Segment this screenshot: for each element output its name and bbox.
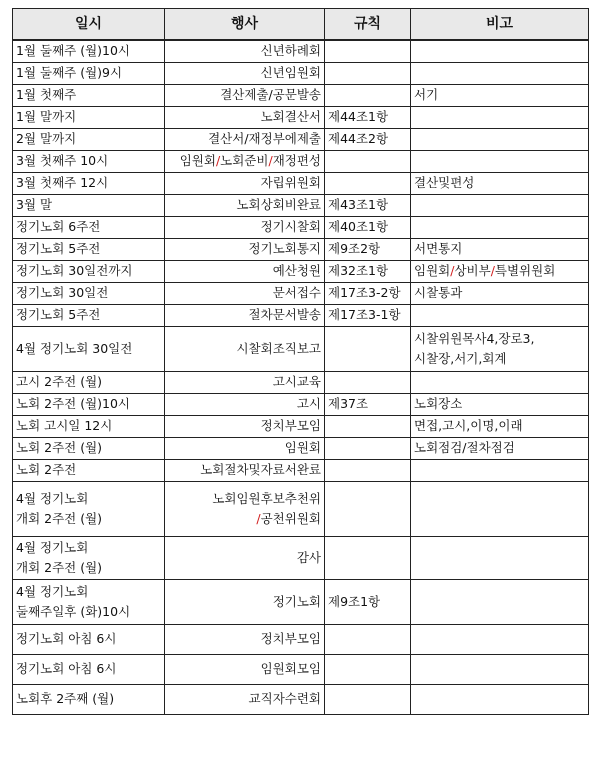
rule-cell: 제32조1항 xyxy=(325,260,411,282)
header-date: 일시 xyxy=(13,9,165,41)
event-line xyxy=(168,509,321,529)
note-text: 결산및편성 xyxy=(414,175,475,190)
note-line xyxy=(414,394,585,414)
date-cell xyxy=(13,238,165,260)
event-line xyxy=(168,85,321,105)
note-line xyxy=(414,438,585,458)
note-cell xyxy=(411,393,589,415)
event-cell xyxy=(165,62,325,84)
note-cell xyxy=(411,415,589,437)
event-text: 노회상회비완료 xyxy=(236,197,321,212)
date-cell xyxy=(13,326,165,371)
event-line xyxy=(168,372,321,392)
event-cell xyxy=(165,326,325,371)
event-text: 정기노회 xyxy=(272,593,321,609)
event-line xyxy=(168,195,321,215)
date-line: 4월 정기노회 xyxy=(16,490,89,506)
event-text: 신년하례회 xyxy=(260,43,321,59)
event-line xyxy=(168,173,321,193)
event-line xyxy=(168,394,321,414)
event-text: / xyxy=(268,153,273,168)
table-row xyxy=(13,579,589,624)
event-line xyxy=(168,592,321,612)
event-cell xyxy=(165,194,325,216)
date-line: 정기노회 30일전 xyxy=(16,285,109,300)
rule-cell xyxy=(325,150,411,172)
rule-cell: 제44조1항 xyxy=(325,106,411,128)
event-line xyxy=(168,438,321,458)
date-cell xyxy=(13,481,165,536)
note-cell xyxy=(411,84,589,106)
rule-cell xyxy=(325,437,411,459)
note-cell xyxy=(411,150,589,172)
date-line: 1월 둘째주 (월)9시 xyxy=(16,65,123,80)
date-line: 정기노회 5주전 xyxy=(16,241,101,256)
event-text: 정기노회통지 xyxy=(248,241,321,256)
note-text: 시찰위원목사4,장로3, xyxy=(414,330,535,346)
table-body xyxy=(13,40,589,714)
date-line: 4월 정기노회 xyxy=(16,583,89,599)
event-cell xyxy=(165,579,325,624)
note-line xyxy=(414,261,585,281)
event-cell xyxy=(165,172,325,194)
event-cell xyxy=(165,238,325,260)
date-line: 정기노회 아침 6시 xyxy=(16,661,117,676)
date-line: 3월 말 xyxy=(16,197,53,212)
table-row xyxy=(13,150,589,172)
note-text: 면접,고시,이명,이래 xyxy=(414,418,523,433)
event-text: 절차문서발송 xyxy=(248,307,321,322)
date-cell xyxy=(13,62,165,84)
date-cell xyxy=(13,128,165,150)
note-line xyxy=(414,349,585,369)
date-line: 3월 첫째주 10시 xyxy=(16,153,109,168)
note-text: 노회장소 xyxy=(414,396,463,411)
event-text: 결산제출/공문발송 xyxy=(220,87,321,102)
note-text: 특별위원회 xyxy=(494,263,556,278)
note-text: 임원회 xyxy=(414,263,451,278)
date-line: 1월 첫째주 xyxy=(16,87,77,102)
event-text: 결산서/재정부에제출 xyxy=(208,131,321,146)
date-cell xyxy=(13,40,165,62)
note-cell xyxy=(411,304,589,326)
event-cell xyxy=(165,393,325,415)
date-cell xyxy=(13,459,165,481)
date-cell xyxy=(13,624,165,654)
table-row xyxy=(13,40,589,62)
table-row xyxy=(13,393,589,415)
table-row xyxy=(13,654,589,684)
rule-cell: 제44조2항 xyxy=(325,128,411,150)
event-text: 시찰회조직보고 xyxy=(236,340,321,356)
rule-cell xyxy=(325,415,411,437)
note-line xyxy=(414,239,585,259)
date-line: 노회 2주전 xyxy=(16,462,77,477)
date-cell xyxy=(13,216,165,238)
note-cell xyxy=(411,481,589,536)
event-line xyxy=(168,217,321,237)
table-row xyxy=(13,684,589,714)
event-text: 정치부모임 xyxy=(260,631,321,646)
event-line xyxy=(168,261,321,281)
event-line xyxy=(168,689,321,709)
event-cell xyxy=(165,437,325,459)
table-row xyxy=(13,62,589,84)
note-cell xyxy=(411,326,589,371)
event-cell xyxy=(165,654,325,684)
event-cell xyxy=(165,40,325,62)
rule-cell: 제40조1항 xyxy=(325,216,411,238)
rule-cell: 제43조1항 xyxy=(325,194,411,216)
note-cell xyxy=(411,260,589,282)
note-cell xyxy=(411,371,589,393)
rule-cell xyxy=(325,481,411,536)
rule-cell xyxy=(325,624,411,654)
rule-cell: 제37조 xyxy=(325,393,411,415)
note-cell xyxy=(411,40,589,62)
table-row xyxy=(13,172,589,194)
table-row xyxy=(13,536,589,579)
event-text: 노회절차및자료서완료 xyxy=(200,462,321,477)
date-line: 개회 2주전 (월) xyxy=(16,559,103,575)
note-cell xyxy=(411,536,589,579)
note-line xyxy=(414,85,585,105)
event-text: 교직자수련회 xyxy=(248,691,321,706)
rule-cell: 제9조1항 xyxy=(325,579,411,624)
rule-cell: 제17조3-1항 xyxy=(325,304,411,326)
event-text: 감사 xyxy=(296,549,321,565)
note-cell xyxy=(411,684,589,714)
event-line xyxy=(168,107,321,127)
rule-cell xyxy=(325,536,411,579)
note-cell xyxy=(411,62,589,84)
event-text: 예산청원 xyxy=(272,263,321,278)
note-text: 서기 xyxy=(414,87,439,102)
rule-cell xyxy=(325,654,411,684)
event-text: 고시교육 xyxy=(272,374,321,389)
event-text: 임원회 xyxy=(284,440,321,455)
event-text: 문서접수 xyxy=(272,285,321,300)
note-cell xyxy=(411,238,589,260)
table-row xyxy=(13,260,589,282)
event-text: 임원회모임 xyxy=(260,661,321,676)
table-header xyxy=(13,9,589,41)
date-cell xyxy=(13,172,165,194)
event-cell xyxy=(165,282,325,304)
date-cell xyxy=(13,654,165,684)
date-cell xyxy=(13,415,165,437)
note-cell xyxy=(411,437,589,459)
note-text: / xyxy=(490,263,495,278)
note-text: 시찰통과 xyxy=(414,285,463,300)
event-cell xyxy=(165,536,325,579)
note-cell xyxy=(411,128,589,150)
date-line: 정기노회 30일전까지 xyxy=(16,263,133,278)
event-text: 재정편성 xyxy=(272,153,321,168)
note-line xyxy=(414,283,585,303)
date-cell xyxy=(13,304,165,326)
event-text: 자립위원회 xyxy=(260,175,321,190)
event-line xyxy=(168,460,321,480)
date-line: 3월 첫째주 12시 xyxy=(16,175,109,190)
event-line xyxy=(168,489,321,509)
date-line: 4월 정기노회 xyxy=(16,539,89,555)
event-cell xyxy=(165,624,325,654)
table-row xyxy=(13,304,589,326)
event-line xyxy=(168,629,321,649)
event-text: 노회임원후보추천위 xyxy=(212,490,321,506)
header-note: 비고 xyxy=(411,9,589,41)
event-line xyxy=(168,305,321,325)
date-line: 정기노회 5주전 xyxy=(16,307,101,322)
date-cell xyxy=(13,260,165,282)
event-cell xyxy=(165,684,325,714)
event-line xyxy=(168,41,321,61)
date-cell xyxy=(13,194,165,216)
rule-cell xyxy=(325,326,411,371)
rule-cell xyxy=(325,84,411,106)
header-row xyxy=(13,9,589,41)
event-cell xyxy=(165,260,325,282)
date-line: 노회 2주전 (월) xyxy=(16,440,103,455)
schedule-table xyxy=(12,8,589,715)
date-line: 노회후 2주째 (월) xyxy=(16,691,115,706)
event-text: 임원회 xyxy=(179,153,216,168)
table-row xyxy=(13,216,589,238)
event-line xyxy=(168,283,321,303)
date-line: 개회 2주전 (월) xyxy=(16,510,103,526)
note-text: 시찰장,서기,회계 xyxy=(414,350,507,366)
table-row xyxy=(13,128,589,150)
rule-cell xyxy=(325,371,411,393)
event-text: 고시 xyxy=(296,396,321,411)
event-text: / xyxy=(256,510,261,526)
table-row xyxy=(13,481,589,536)
table-row xyxy=(13,106,589,128)
event-cell xyxy=(165,84,325,106)
note-cell xyxy=(411,216,589,238)
note-line xyxy=(414,416,585,436)
date-line: 정기노회 6주전 xyxy=(16,219,101,234)
date-line: 고시 2주전 (월) xyxy=(16,374,103,389)
event-cell xyxy=(165,128,325,150)
rule-cell xyxy=(325,62,411,84)
event-cell xyxy=(165,371,325,393)
rule-cell: 제9조2항 xyxy=(325,238,411,260)
date-cell xyxy=(13,684,165,714)
date-line: 정기노회 아침 6시 xyxy=(16,631,117,646)
note-text: 상비부 xyxy=(454,263,491,278)
date-cell xyxy=(13,437,165,459)
note-cell xyxy=(411,459,589,481)
table-row xyxy=(13,238,589,260)
table-row xyxy=(13,371,589,393)
event-cell xyxy=(165,481,325,536)
header-event: 행사 xyxy=(165,9,325,41)
date-line: 1월 말까지 xyxy=(16,109,77,124)
date-line: 노회 고시일 12시 xyxy=(16,418,113,433)
event-cell xyxy=(165,304,325,326)
date-cell xyxy=(13,579,165,624)
event-cell xyxy=(165,150,325,172)
table-row xyxy=(13,437,589,459)
event-text: 노회준비 xyxy=(220,153,269,168)
event-cell xyxy=(165,216,325,238)
event-text: 공천위원회 xyxy=(260,510,321,526)
date-line: 노회 2주전 (월)10시 xyxy=(16,396,131,411)
event-line xyxy=(168,416,321,436)
rule-cell xyxy=(325,40,411,62)
table-row xyxy=(13,624,589,654)
event-cell xyxy=(165,106,325,128)
date-cell xyxy=(13,371,165,393)
date-line: 1월 둘째주 (월)10시 xyxy=(16,43,131,59)
note-cell xyxy=(411,194,589,216)
event-cell xyxy=(165,415,325,437)
event-line xyxy=(168,659,321,679)
event-text: 신년임원회 xyxy=(260,65,321,80)
table-row xyxy=(13,326,589,371)
date-line: 둘째주일후 (화)10시 xyxy=(16,603,131,619)
note-line xyxy=(414,329,585,349)
event-line xyxy=(168,239,321,259)
note-text: / xyxy=(450,263,455,278)
note-text: 노회점검/절차점검 xyxy=(414,440,515,455)
event-text: 정치부모임 xyxy=(260,418,321,433)
rule-cell: 제17조3-2항 xyxy=(325,282,411,304)
header-rule: 규칙 xyxy=(325,9,411,41)
note-text: 서면통지 xyxy=(414,241,463,256)
note-cell xyxy=(411,579,589,624)
event-line xyxy=(168,63,321,83)
note-cell xyxy=(411,282,589,304)
table-row xyxy=(13,415,589,437)
rule-cell xyxy=(325,684,411,714)
date-cell xyxy=(13,536,165,579)
event-text: 정기시찰회 xyxy=(260,219,321,234)
date-cell xyxy=(13,150,165,172)
event-text: 노회결산서 xyxy=(260,109,321,124)
table-row xyxy=(13,84,589,106)
rule-cell xyxy=(325,459,411,481)
date-line: 2월 말까지 xyxy=(16,131,77,146)
table-row xyxy=(13,282,589,304)
note-cell xyxy=(411,172,589,194)
date-cell xyxy=(13,106,165,128)
date-cell xyxy=(13,84,165,106)
event-line xyxy=(168,339,321,359)
date-cell xyxy=(13,393,165,415)
event-line xyxy=(168,548,321,568)
note-cell xyxy=(411,654,589,684)
date-cell xyxy=(13,282,165,304)
rule-cell xyxy=(325,172,411,194)
event-text: / xyxy=(215,153,221,168)
date-line: 4월 정기노회 30일전 xyxy=(16,340,133,356)
event-line xyxy=(168,129,321,149)
event-cell xyxy=(165,459,325,481)
note-cell xyxy=(411,106,589,128)
event-line xyxy=(168,151,321,171)
table-row xyxy=(13,459,589,481)
table-row xyxy=(13,194,589,216)
note-line xyxy=(414,173,585,193)
note-cell xyxy=(411,624,589,654)
